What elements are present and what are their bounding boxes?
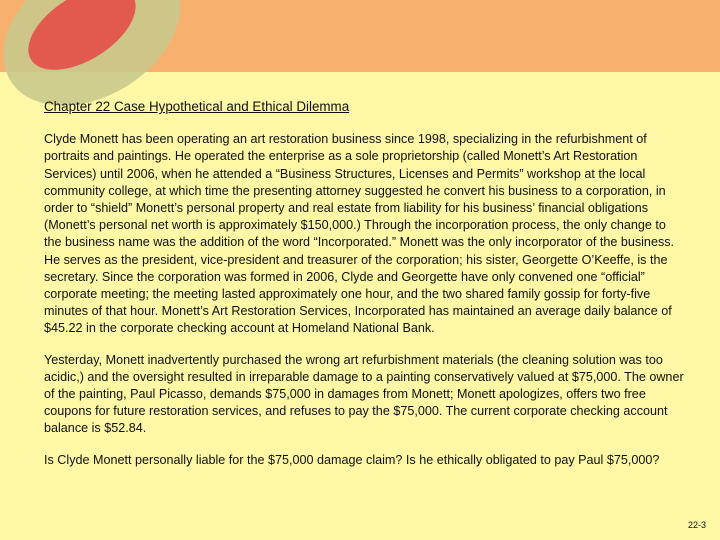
case-paragraph-1: Clyde Monett has been operating an art restoration business since 1998, specializing in the refurbishment of portraits and paintings. He operated the enterprise as a sole proprietorship (called Monett’s Art Restoration Services) until 2006, when he attended a “Business Structures, Licenses and Permits” workshop at the local community college, at which time the presenting attorney suggested he convert his business to a corporation, in order to “shield” Monett’s personal property and real estate from liability for his business’ financial obligations (Monett’s personal net worth is approximately $150,000.) Through the incorporation process, the only change to the business name was the addition of the word “Incorporated.” Monett was the only incorporator of the business. He serves as the president, vice-president and treasurer of the corporation; his sister, Georgette O’Keeffe, is the secretary. Since the corporation was formed in 2006, Clyde and Georgette have only convened one “official” corporate meeting; the meeting lasted approximately one hour, and the two shared family gossip for forty-five minutes of that hour. Monett’s Art Restoration Services, Incorporated has maintained an average daily balance of $45.22 in the corporate checking account at Homeland National Bank. <box>44 132 675 336</box>
case-paragraph-2: Yesterday, Monett inadvertently purchased the wrong art refurbishment materials (the cleaning solution was too acidic,) and the oversight resulted in irreparable damage to a painting conservatively valued at $75,000. The owner of the painting, Paul Picasso, demands $75,000 in damages from Monett; Monett apologizes, offers two free coupons for future restoration services, and refuses to pay the $75,000. The current corporate checking account balance is $52.84. <box>44 352 684 436</box>
slide-body <box>44 98 684 483</box>
question-paragraph: Is Clyde Monett personally liable for the $75,000 damage claim? Is he ethically obligated to pay Paul $75,000? <box>44 452 660 467</box>
page-number: 22-3 <box>687 520 706 530</box>
slide-title: Chapter 22 Case Hypothetical and Ethical Dilemma <box>44 99 350 114</box>
